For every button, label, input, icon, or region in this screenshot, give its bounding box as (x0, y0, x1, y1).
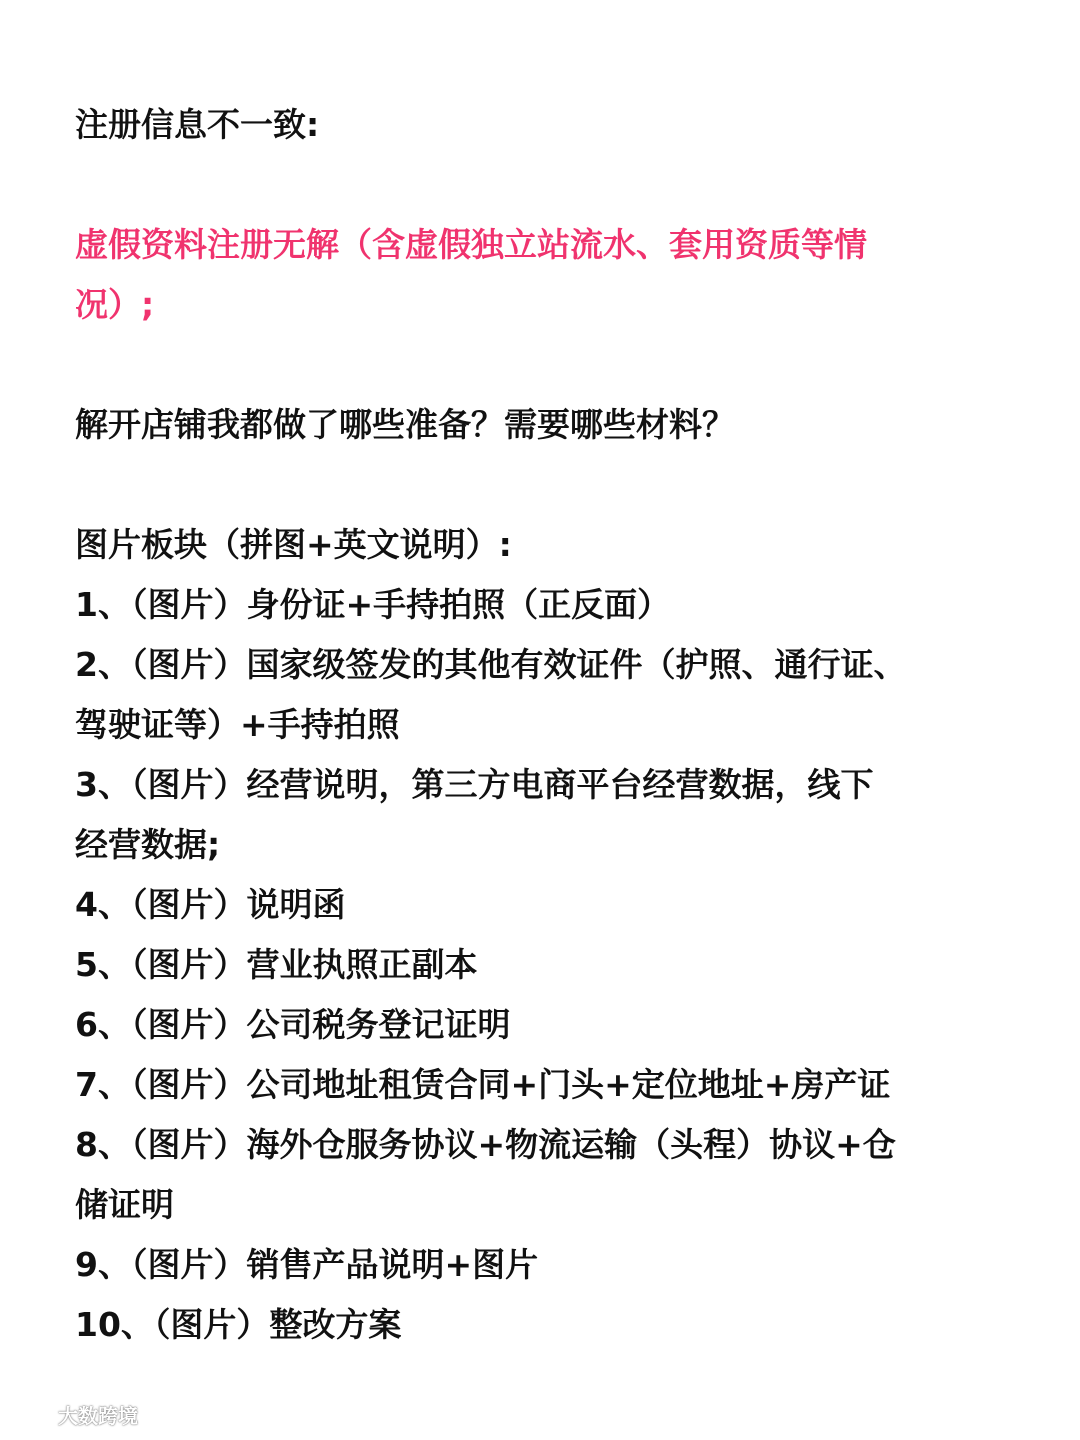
heading-mismatch: 注册信息不一致: (75, 105, 320, 144)
list-item: 6、（图片）公司税务登记证明 (75, 1005, 511, 1044)
list-item: 9、（图片）销售产品说明+图片 (75, 1245, 539, 1284)
question-heading: 解开店铺我都做了哪些准备？需要哪些材料？ (75, 405, 735, 444)
watermark (8, 1400, 138, 1429)
list-item: 驾驶证等）+手持拍照 (75, 705, 400, 744)
list-item: 8、（图片）海外仓服务协议+物流运输（头程）协议+仓 (75, 1125, 896, 1164)
list-item: 10、（图片）整改方案 (75, 1305, 402, 1344)
logo-icon (8, 1402, 52, 1428)
section-title: 图片板块（拼图+英文说明）: (75, 525, 512, 564)
list-item: 5、（图片）营业执照正副本 (75, 945, 478, 984)
document-body (75, 95, 1005, 1355)
list-item: 7、（图片）公司地址租赁合同+门头+定位地址+房产证 (75, 1065, 891, 1104)
list-item: 经营数据; (75, 825, 221, 864)
list-item: 3、（图片）经营说明，第三方电商平台经营数据，线下 (75, 765, 874, 804)
watermark-text: 大数跨境 (58, 1404, 138, 1428)
warning-line-2: 况）; (75, 285, 155, 324)
warning-line-1: 虚假资料注册无解（含虚假独立站流水、套用资质等情 (75, 225, 867, 264)
list-item: 储证明 (75, 1185, 174, 1224)
list-item: 4、（图片）说明函 (75, 885, 346, 924)
list-item: 1、（图片）身份证+手持拍照（正反面） (75, 585, 671, 624)
list-item: 2、（图片）国家级签发的其他有效证件（护照、通行证、 (75, 645, 907, 684)
